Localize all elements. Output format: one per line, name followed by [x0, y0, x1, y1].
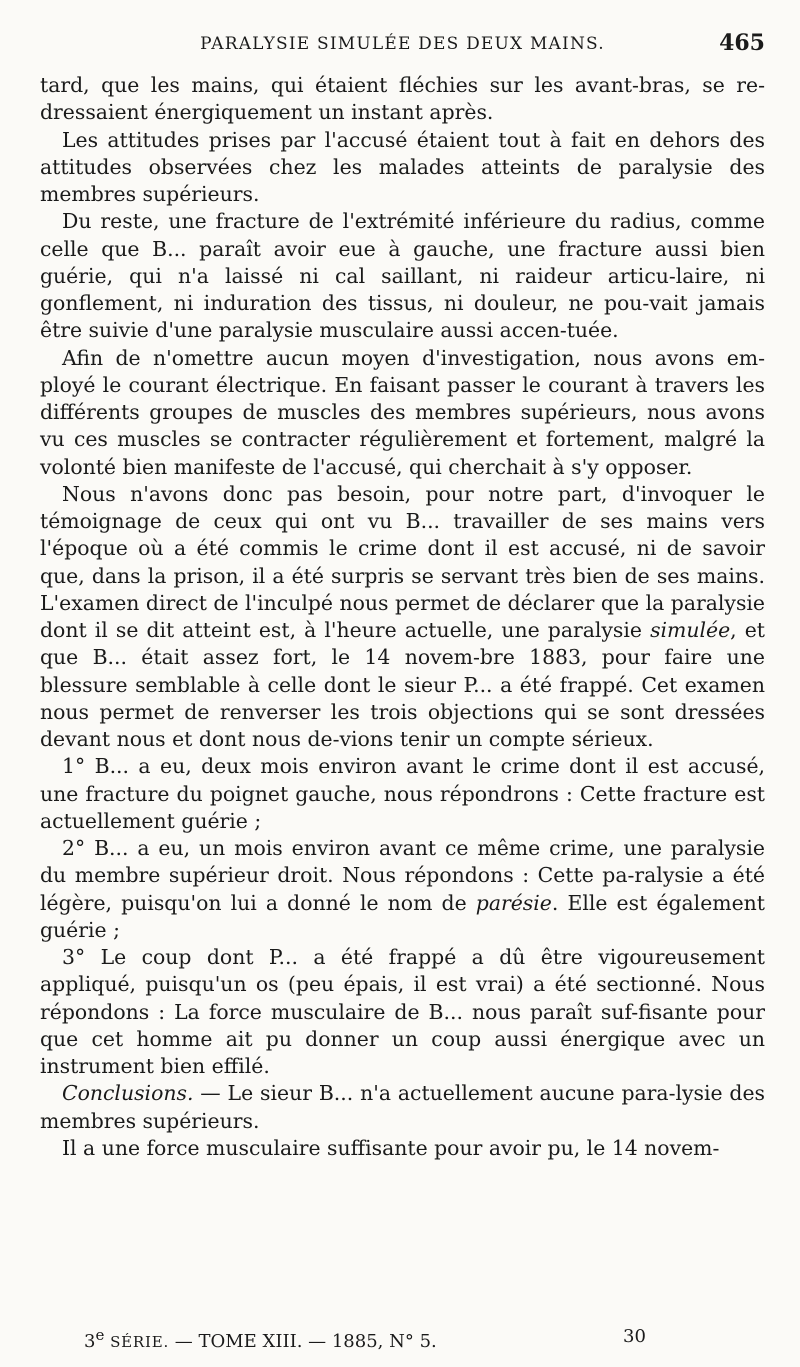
paragraph-objection-1: 1° B... a eu, deux mois environ avant le crime dont il est accusé, une fracture du poignet gauche, nous répondrons : Cette fracture est actuellement guérie ;	[40, 754, 765, 833]
text-run: — Le sieur B... n'a actuellement aucune para-lysie des membres supérieurs.	[40, 1081, 765, 1133]
signature-ordinal: e	[95, 1326, 105, 1344]
emphasis-paresie: parésie	[475, 890, 552, 915]
body-text	[40, 72, 765, 1162]
sheet-number: 30	[623, 1326, 646, 1347]
printer-signature	[84, 1326, 437, 1352]
paragraph-objection-3: 3° Le coup dont P... a été frappé a dû être vigoureusement appliqué, puisqu'un os (peu épais, il est vrai) a été sectionné. Nous répondons : La force musculaire de B... nous paraît suf-fisante pour que cet homme ait pu donner un coup aussi énergique avec un instrument bien effilé.	[40, 945, 765, 1078]
conclusions-heading: Conclusions.	[62, 1081, 194, 1106]
text-run: . Elle est également guérie ;	[40, 890, 765, 942]
text-run: , et que B... était assez fort, le 14 novem-bre 1883, pour faire une blessure semblable à celle dont le sieur P... a été frappé. Cet examen nous permet de renverser les trois objections qui se sont dressées devant nous et dont nous de-vions tenir un compte sérieux.	[40, 618, 765, 751]
paragraph-objection-2	[40, 835, 765, 944]
signature-serie: SÉRIE.	[110, 1333, 170, 1351]
paragraph-examination	[40, 481, 765, 754]
running-title: PARALYSIE SIMULÉE DES DEUX MAINS.	[200, 34, 605, 54]
paragraph-electric-current: Afin de n'omettre aucun moyen d'investigation, nous avons em-ployé le courant électrique. En faisant passer le courant à travers les différents groupes de muscles des membres supérieurs, nous avons vu ces muscles se contracter régulièrement et fortement, malgré la volonté bien manifeste de l'accusé, qui cherchait à s'y opposer.	[40, 345, 765, 479]
signature-volume: — TOME XIII. — 1885, N° 5.	[169, 1331, 437, 1352]
page-footer	[40, 1326, 765, 1356]
paragraph-attitudes: Les attitudes prises par l'accusé étaient tout à fait en dehors des attitudes observées chez les malades atteints de paralysie des membres supérieurs.	[40, 127, 765, 206]
paragraph-continuation: tard, que les mains, qui étaient fléchies sur les avant-bras, se re-dressaient énergiquement un instant après.	[40, 73, 765, 125]
text-run: Nous n'avons donc pas besoin, pour notre part, d'invoquer le témoignage de ceux qui ont vu B... travailler de ses mains vers l'époque où a été commis le crime dont il est accusé, ni de savoir que, dans la prison, il a été surpris se servant très bien de ses mains. L'examen direct de l'inculpé nous permet de déclarer que la paralysie dont il se dit atteint est, à l'heure actuelle, une paralysie	[40, 481, 765, 642]
page-number: 465	[719, 30, 765, 56]
paragraph-conclusions	[40, 1080, 765, 1135]
signature-number: 3	[84, 1331, 96, 1352]
paragraph-force: Il a une force musculaire suffisante pour avoir pu, le 14 novem-	[62, 1135, 720, 1160]
emphasis-simulee: simulée	[650, 618, 731, 642]
text-run: 2° B... a eu, un mois environ avant ce même crime, une paralysie du membre supérieur droit. Nous répondons : Cette pa-ralysie a été légère, puisqu'on lui a donné le nom de	[40, 836, 765, 915]
paragraph-fracture: Du reste, une fracture de l'extrémité inférieure du radius, comme celle que B... paraît avoir eue à gauche, une fracture aussi bien guérie, qui n'a laissé ni cal saillant, ni raideur articu-laire, ni gonflement, ni induration des tissus, ni douleur, ne pou-vait jamais être suivie d'une paralysie musculaire aussi accen-tuée.	[40, 209, 765, 343]
running-head	[40, 26, 765, 60]
